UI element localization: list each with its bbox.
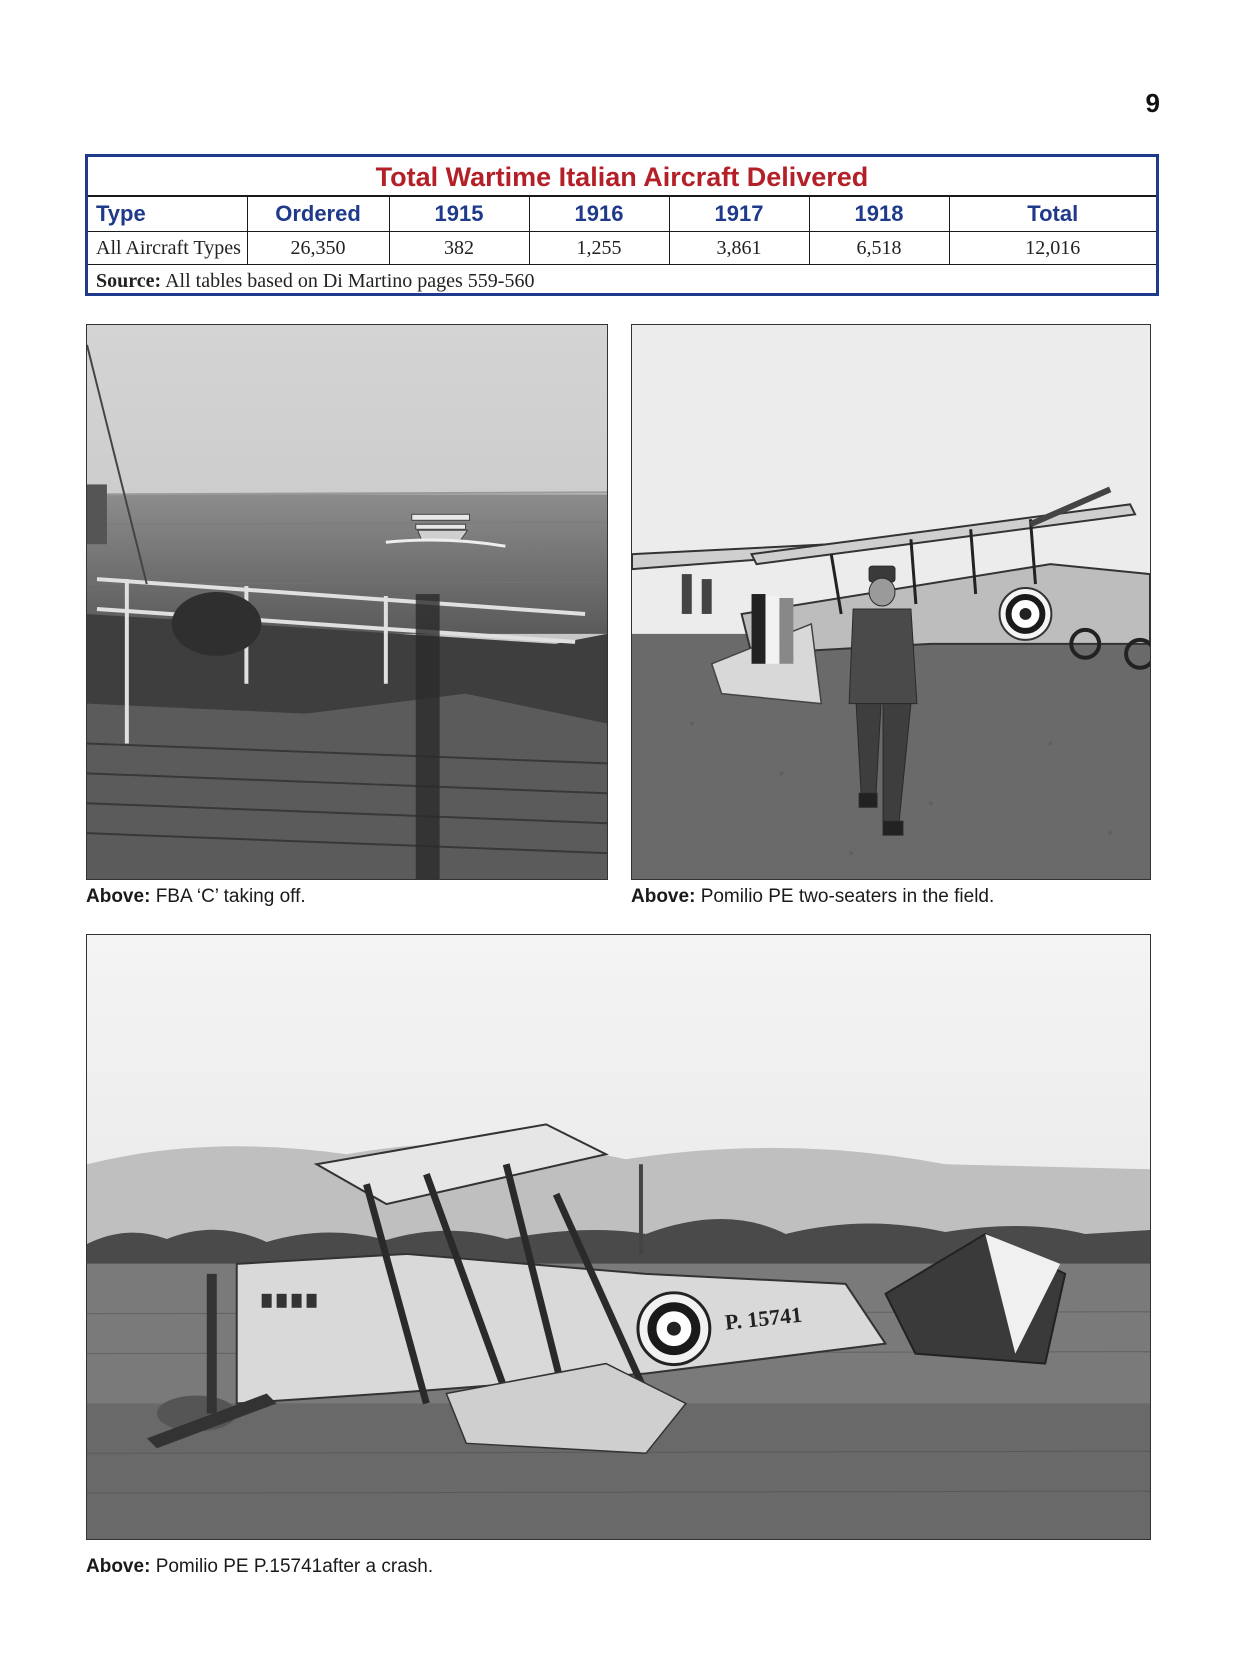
- fuselage-serial: P. 15741: [723, 1301, 804, 1335]
- caption-3-text: Pomilio PE P.15741after a crash.: [155, 1556, 434, 1577]
- page-number: 9: [1145, 88, 1160, 118]
- caption-3-label: Above:: [86, 1556, 151, 1577]
- table-header-row: [88, 197, 1156, 232]
- cell-ordered: 26,350: [247, 232, 389, 265]
- table-title: Total Wartime Italian Aircraft Delivered: [88, 157, 1156, 197]
- header-total: Total: [949, 197, 1156, 232]
- header-1917: 1917: [669, 197, 809, 232]
- aircraft-delivered-table: [85, 154, 1159, 296]
- cell-1917: 3,861: [669, 232, 809, 265]
- source-text: All tables based on Di Martino pages 559-560: [165, 270, 535, 292]
- header-type: Type: [88, 197, 247, 232]
- caption-1-text: FBA ‘C’ taking off.: [155, 886, 306, 907]
- caption-photo-3: [86, 1556, 433, 1578]
- photo-fba-seaplane: [86, 324, 608, 880]
- photo-pomilio-field: [631, 324, 1151, 880]
- header-1918: 1918: [809, 197, 949, 232]
- table-row: [88, 232, 1156, 265]
- cell-1918: 6,518: [809, 232, 949, 265]
- cell-type: All Aircraft Types: [88, 232, 247, 265]
- caption-2-text: Pomilio PE two-seaters in the field.: [700, 886, 995, 907]
- caption-photo-1: [86, 886, 306, 908]
- header-ordered: Ordered: [247, 197, 389, 232]
- header-1915: 1915: [389, 197, 529, 232]
- delivery-data-table: [88, 197, 1156, 265]
- caption-1-label: Above:: [86, 886, 151, 907]
- caption-2-label: Above:: [631, 886, 696, 907]
- caption-photo-2: [631, 886, 994, 908]
- source-label: Source:: [96, 270, 162, 292]
- cell-1915: 382: [389, 232, 529, 265]
- table-source: [88, 265, 1156, 297]
- header-1916: 1916: [529, 197, 669, 232]
- cell-1916: 1,255: [529, 232, 669, 265]
- cell-total: 12,016: [949, 232, 1156, 265]
- photo-pomilio-crash: [86, 934, 1151, 1540]
